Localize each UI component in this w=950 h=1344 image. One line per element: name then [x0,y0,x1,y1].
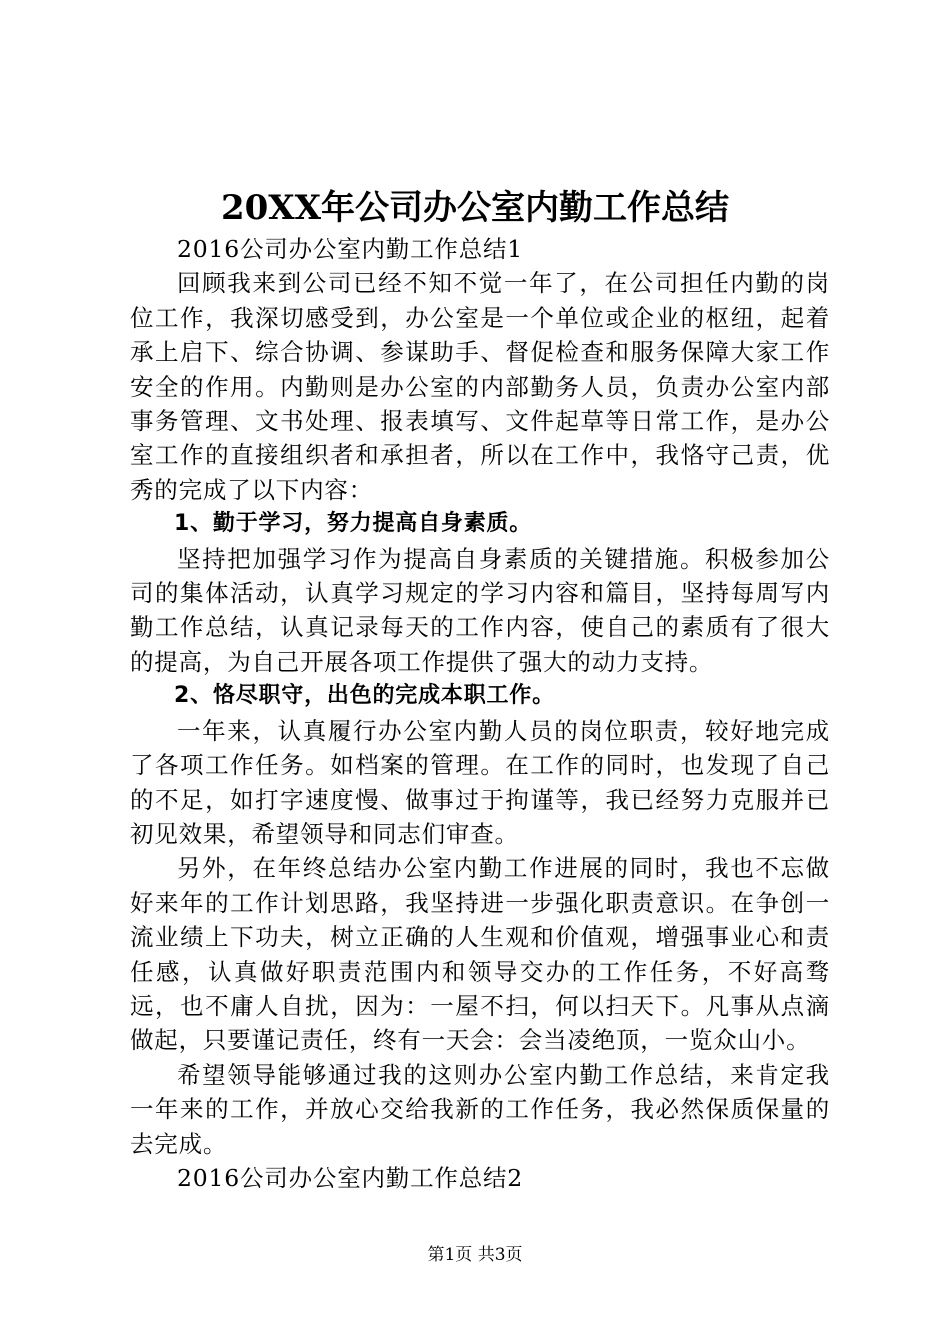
paragraph-study: 坚持把加强学习作为提高自身素质的关键措施。积极参加公司的集体活动，认真学习规定的学习内容和篇目，坚持每周写内勤工作总结，认真记录每天的工作内容，使自己的素质有了很大的提高，为自己开展各项工作提供了强大的动力支持。 [130,544,830,676]
paragraph-section-heading-2: 2016公司办公室内勤工作总结2 [177,1163,524,1192]
page-number-footer: 第1页 共3页 [427,1245,523,1265]
document-body [130,232,830,1195]
paragraph-duties: 一年来，认真履行办公室内勤人员的岗位职责，较好地完成了各项工作任务。如档案的管理。在工作的同时，也发现了自己的不足，如打字速度慢、做事过于拘谨等，我已经努力克服并已初见效果，希望领导和同志们审查。 [130,716,830,848]
subheading-1: 1、勤于学习，努力提高自身素质。 [174,511,533,537]
paragraph-section-heading-1: 2016公司办公室内勤工作总结1 [177,235,524,263]
document-title: 20XX年公司办公室内勤工作总结 [220,188,730,228]
subheading-2: 2、恪尽职守，出色的完成本职工作。 [174,683,555,709]
paragraph-closing: 希望领导能够通过我的这则办公室内勤工作总结，来肯定我一年来的工作，并放心交给我新的工作任务，我必然保质保量的去完成。 [130,1060,830,1158]
paragraph-plan: 另外，在年终总结办公室内勤工作进展的同时，我也不忘做好来年的工作计划思路，我坚持进一步强化职责意识。在争创一流业绩上下功夫，树立正确的人生观和价值观，增强事业心和责任感，认真做好职责范围内和领导交办的工作任务，不好高骛远，也不庸人自扰，因为：一屋不扫，何以扫天下。凡事从点滴做起，只要谨记责任，终有一天会：会当凌绝顶，一览众山小。 [130,854,830,1055]
paragraph-intro: 回顾我来到公司已经不知不觉一年了，在公司担任内勤的岗位工作，我深切感受到，办公室是一个单位或企业的枢纽，起着承上启下、综合协调、参谋助手、督促检查和服务保障大家工作安全的作用。内勤则是办公室的内部勤务人员，负责办公室内部事务管理、文书处理、报表填写、文件起草等日常工作，是办公室工作的直接组织者和承担者，所以在工作中，我恪守己责，优秀的完成了以下内容： [130,269,830,504]
